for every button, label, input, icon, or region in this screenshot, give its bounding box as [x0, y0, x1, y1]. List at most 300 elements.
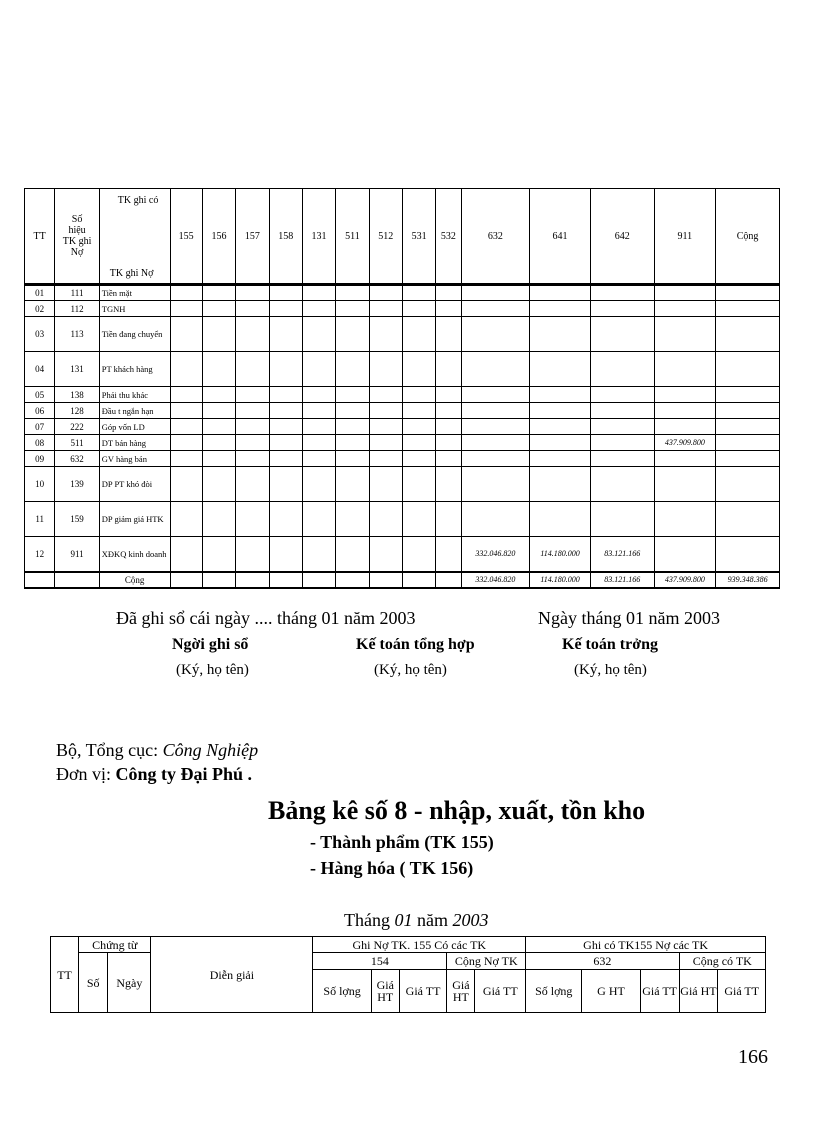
row-tt: 11 — [25, 502, 55, 537]
header-account-no-label: Số hiệu TK ghi Nợ — [62, 214, 92, 258]
recorded-note: Đã ghi sổ cái ngày .... tháng 01 năm 2003 — [116, 608, 416, 628]
row-name: XĐKQ kinh doanh — [99, 537, 170, 572]
row-911 — [654, 451, 716, 467]
row-total — [716, 451, 780, 467]
header-col: 532 — [436, 189, 461, 285]
header-col: 531 — [402, 189, 435, 285]
inv-header-description: Diễn giải — [151, 937, 313, 1013]
row-911 — [654, 502, 716, 537]
inv-header-tt: TT — [51, 937, 79, 1013]
row-cell — [236, 403, 269, 419]
row-cell — [170, 451, 202, 467]
month-year: 2003 — [452, 910, 489, 930]
row-cell — [402, 467, 435, 502]
header-col: 155 — [170, 189, 202, 285]
row-cell — [269, 387, 302, 403]
header-col: 911 — [654, 189, 716, 285]
row-total — [716, 285, 780, 301]
row-cell — [336, 419, 369, 435]
row-642 — [590, 285, 654, 301]
ledger-row — [25, 352, 780, 387]
row-cell — [170, 419, 202, 435]
inv-header-date: Ngày — [108, 953, 151, 1013]
row-cell — [402, 502, 435, 537]
row-tt: 01 — [25, 285, 55, 301]
row-cell — [236, 435, 269, 451]
total-642: 83.121.166 — [590, 572, 654, 588]
row-cell — [170, 317, 202, 352]
signer-chief-accountant: Kế toán trởng — [562, 636, 658, 653]
row-cell — [170, 435, 202, 451]
ledger-row — [25, 387, 780, 403]
row-cell — [336, 435, 369, 451]
total-cell — [369, 572, 402, 588]
inv-header-debit: Ghi Nợ TK. 155 Có các TK — [313, 937, 526, 953]
row-total — [716, 467, 780, 502]
total-cell — [202, 572, 235, 588]
row-911 — [654, 285, 716, 301]
row-cell — [402, 301, 435, 317]
row-632 — [461, 467, 530, 502]
row-total — [716, 537, 780, 572]
row-cell — [302, 285, 335, 301]
row-cell — [202, 352, 235, 387]
row-cell — [236, 301, 269, 317]
ledger-row — [25, 419, 780, 435]
total-cell — [25, 572, 55, 588]
ledger-row — [25, 301, 780, 317]
row-cell — [402, 435, 435, 451]
report-title: Bảng kê số 8 - nhập, xuất, tồn kho — [268, 796, 646, 825]
row-cell — [202, 301, 235, 317]
row-cell — [269, 285, 302, 301]
row-cell — [170, 403, 202, 419]
ledger-row — [25, 451, 780, 467]
row-cell — [436, 419, 461, 435]
row-name: Tiền đang chuyển — [99, 317, 170, 352]
row-cell — [369, 301, 402, 317]
row-total — [716, 419, 780, 435]
inv-header-tt-price: Giá TT — [718, 970, 766, 1013]
inv-header-voucher: Chứng từ — [79, 937, 151, 953]
row-account: 128 — [55, 403, 99, 419]
row-tt: 12 — [25, 537, 55, 572]
row-642 — [590, 352, 654, 387]
row-account: 511 — [55, 435, 99, 451]
row-641 — [530, 502, 591, 537]
row-account: 222 — [55, 419, 99, 435]
inv-header-tt-price: Giá TT — [475, 970, 526, 1013]
row-cell — [269, 451, 302, 467]
row-name: DT bán hàng — [99, 435, 170, 451]
row-632 — [461, 317, 530, 352]
ministry-label: Bộ, Tổng cục: — [56, 740, 159, 760]
row-tt: 03 — [25, 317, 55, 352]
row-name: GV hàng bán — [99, 451, 170, 467]
row-tt: 10 — [25, 467, 55, 502]
inventory-table — [50, 936, 766, 1013]
header-col: 641 — [530, 189, 591, 285]
total-911: 437.909.800 — [654, 572, 716, 588]
row-name: Đầu t ngắn hạn — [99, 403, 170, 419]
ledger-row — [25, 317, 780, 352]
row-cell — [202, 435, 235, 451]
row-632 — [461, 301, 530, 317]
sign-note: (Ký, họ tên) — [176, 662, 249, 678]
row-cell — [302, 317, 335, 352]
row-641 — [530, 451, 591, 467]
report-subtitle-156: - Hàng hóa ( TK 156) — [310, 858, 474, 878]
row-total — [716, 435, 780, 451]
row-cell — [336, 301, 369, 317]
row-tt: 07 — [25, 419, 55, 435]
row-cell — [202, 317, 235, 352]
total-cell — [436, 572, 461, 588]
row-642 — [590, 317, 654, 352]
inv-header-ht-price: Giá HT — [371, 970, 399, 1013]
header-col: 632 — [461, 189, 530, 285]
row-cell — [269, 403, 302, 419]
row-cell — [302, 301, 335, 317]
row-tt: 04 — [25, 352, 55, 387]
row-641 — [530, 387, 591, 403]
header-col: 157 — [236, 189, 269, 285]
row-cell — [269, 467, 302, 502]
inv-header-ht-price: Giá HT — [447, 970, 475, 1013]
row-cell — [436, 301, 461, 317]
total-641: 114.180.000 — [530, 572, 591, 588]
row-cell — [369, 403, 402, 419]
row-cell — [202, 502, 235, 537]
month-number: 01 — [394, 910, 413, 930]
row-641: 114.180.000 — [530, 537, 591, 572]
inv-header-tt-price: Giá TT — [640, 970, 679, 1013]
sign-note: (Ký, họ tên) — [374, 662, 447, 678]
row-cell — [170, 537, 202, 572]
row-cell — [369, 435, 402, 451]
row-632 — [461, 403, 530, 419]
row-total — [716, 502, 780, 537]
row-cell — [269, 502, 302, 537]
row-642 — [590, 419, 654, 435]
row-cell — [336, 502, 369, 537]
row-911 — [654, 352, 716, 387]
row-account: 632 — [55, 451, 99, 467]
total-label: Cộng — [99, 572, 170, 588]
row-cell — [269, 419, 302, 435]
row-cell — [369, 502, 402, 537]
row-account: 159 — [55, 502, 99, 537]
report-subtitle-155: - Thành phẩm (TK 155) — [310, 832, 494, 852]
row-cell — [336, 317, 369, 352]
row-account: 131 — [55, 352, 99, 387]
row-cell — [369, 352, 402, 387]
inv-header-tt-price: Giá TT — [399, 970, 447, 1013]
row-cell — [236, 317, 269, 352]
header-diagonal — [99, 189, 170, 285]
row-name: Góp vốn LD — [99, 419, 170, 435]
row-tt: 06 — [25, 403, 55, 419]
row-cell — [369, 419, 402, 435]
row-tt: 05 — [25, 387, 55, 403]
row-642 — [590, 387, 654, 403]
row-name: PT khách hàng — [99, 352, 170, 387]
row-642: 83.121.166 — [590, 537, 654, 572]
row-cell — [436, 467, 461, 502]
row-cell — [336, 285, 369, 301]
row-cell — [302, 403, 335, 419]
row-911 — [654, 301, 716, 317]
row-632 — [461, 387, 530, 403]
row-cell — [436, 317, 461, 352]
row-cell — [336, 352, 369, 387]
signer-general-accountant: Kế toán tổng hợp — [356, 636, 475, 653]
row-641 — [530, 467, 591, 502]
row-cell — [369, 317, 402, 352]
row-cell — [202, 403, 235, 419]
row-641 — [530, 317, 591, 352]
row-cell — [369, 451, 402, 467]
ledger-total-row — [25, 572, 780, 588]
row-911 — [654, 537, 716, 572]
row-641 — [530, 301, 591, 317]
row-642 — [590, 301, 654, 317]
ledger-row — [25, 502, 780, 537]
row-632 — [461, 419, 530, 435]
row-632 — [461, 352, 530, 387]
unit-line — [56, 764, 252, 785]
ledger-row — [25, 537, 780, 572]
row-cell — [436, 403, 461, 419]
row-cell — [269, 317, 302, 352]
row-cell — [336, 403, 369, 419]
row-911 — [654, 403, 716, 419]
row-cell — [269, 301, 302, 317]
row-632 — [461, 435, 530, 451]
signer-recorder: Ngời ghi sổ — [172, 636, 249, 653]
row-name: Tiền mặt — [99, 285, 170, 301]
row-cell — [402, 537, 435, 572]
row-cell — [402, 387, 435, 403]
row-cell — [236, 285, 269, 301]
row-cell — [170, 301, 202, 317]
row-cell — [170, 285, 202, 301]
inv-header-qty: Số lợng — [526, 970, 582, 1013]
row-cell — [369, 387, 402, 403]
row-cell — [369, 537, 402, 572]
row-tt: 09 — [25, 451, 55, 467]
inv-header-632: 632 — [526, 953, 679, 970]
row-cell — [402, 403, 435, 419]
row-cell — [236, 387, 269, 403]
row-cell — [269, 352, 302, 387]
row-cell — [302, 435, 335, 451]
header-credit-label: TK ghi có — [117, 195, 159, 206]
row-cell — [170, 387, 202, 403]
row-total — [716, 317, 780, 352]
inv-header-154: 154 — [313, 953, 447, 970]
row-cell — [436, 387, 461, 403]
ledger-table — [24, 188, 780, 589]
row-total — [716, 403, 780, 419]
row-642 — [590, 403, 654, 419]
row-total — [716, 352, 780, 387]
row-cell — [202, 387, 235, 403]
row-cell — [436, 352, 461, 387]
row-641 — [530, 403, 591, 419]
sign-note: (Ký, họ tên) — [574, 662, 647, 678]
inv-header-total-debit: Cộng Nợ TK — [447, 953, 526, 970]
row-cell — [436, 451, 461, 467]
row-cell — [302, 502, 335, 537]
ledger-row — [25, 285, 780, 301]
inv-header-number: Số — [79, 953, 108, 1013]
row-cell — [302, 467, 335, 502]
row-632 — [461, 502, 530, 537]
row-642 — [590, 502, 654, 537]
row-tt: 08 — [25, 435, 55, 451]
row-account: 111 — [55, 285, 99, 301]
header-tt: TT — [25, 189, 55, 285]
row-account: 911 — [55, 537, 99, 572]
row-cell — [436, 502, 461, 537]
header-col: 512 — [369, 189, 402, 285]
row-account: 112 — [55, 301, 99, 317]
row-641 — [530, 419, 591, 435]
row-cell — [202, 467, 235, 502]
row-cell — [202, 285, 235, 301]
month-prefix: Tháng — [344, 910, 390, 930]
row-cell — [236, 537, 269, 572]
row-cell — [269, 537, 302, 572]
row-cell — [336, 467, 369, 502]
row-account: 113 — [55, 317, 99, 352]
total-632: 332.046.820 — [461, 572, 530, 588]
row-642 — [590, 467, 654, 502]
row-cell — [236, 451, 269, 467]
row-cell — [170, 352, 202, 387]
row-911 — [654, 317, 716, 352]
row-911 — [654, 419, 716, 435]
report-month — [344, 910, 488, 931]
row-cell — [202, 419, 235, 435]
row-cell — [202, 451, 235, 467]
inv-header-credit: Ghi có TK155 Nợ các TK — [526, 937, 766, 953]
row-cell — [236, 419, 269, 435]
row-name: DP giảm giá HTK — [99, 502, 170, 537]
ledger-row — [25, 467, 780, 502]
row-cell — [269, 435, 302, 451]
header-col: 158 — [269, 189, 302, 285]
row-642 — [590, 435, 654, 451]
inv-header-qty: Số lợng — [313, 970, 371, 1013]
row-cell — [402, 419, 435, 435]
row-cell — [302, 387, 335, 403]
row-cell — [402, 285, 435, 301]
row-641 — [530, 285, 591, 301]
header-col: 511 — [336, 189, 369, 285]
row-tt: 02 — [25, 301, 55, 317]
row-cell — [170, 467, 202, 502]
row-cell — [436, 435, 461, 451]
header-col: 156 — [202, 189, 235, 285]
header-col: Cộng — [716, 189, 780, 285]
ledger-header-row — [25, 189, 780, 285]
row-cell — [302, 537, 335, 572]
header-col: 131 — [302, 189, 335, 285]
header-col: 642 — [590, 189, 654, 285]
row-cell — [402, 451, 435, 467]
row-cell — [302, 352, 335, 387]
row-cell — [302, 451, 335, 467]
row-cell — [402, 317, 435, 352]
row-632: 332.046.820 — [461, 537, 530, 572]
row-911 — [654, 467, 716, 502]
month-mid: năm — [416, 910, 448, 930]
ledger-row — [25, 403, 780, 419]
row-911 — [654, 387, 716, 403]
row-cell — [402, 352, 435, 387]
row-cell — [236, 502, 269, 537]
row-cell — [202, 537, 235, 572]
total-cell — [55, 572, 99, 588]
row-632 — [461, 451, 530, 467]
row-cell — [369, 285, 402, 301]
row-cell — [336, 387, 369, 403]
row-cell — [369, 467, 402, 502]
row-cell — [436, 285, 461, 301]
ledger-row — [25, 435, 780, 451]
row-642 — [590, 451, 654, 467]
total-cell — [170, 572, 202, 588]
header-account-no — [55, 189, 99, 285]
row-cell — [436, 537, 461, 572]
row-total — [716, 387, 780, 403]
row-name: Phải thu khác — [99, 387, 170, 403]
row-911: 437.909.800 — [654, 435, 716, 451]
row-total — [716, 301, 780, 317]
row-641 — [530, 435, 591, 451]
total-cell — [402, 572, 435, 588]
row-name: DP PT khó đòi — [99, 467, 170, 502]
row-641 — [530, 352, 591, 387]
page-number: 166 — [738, 1046, 768, 1068]
row-cell — [336, 451, 369, 467]
header-debit-label: TK ghi Nợ — [109, 268, 154, 279]
total-cell — [236, 572, 269, 588]
unit-value: Công ty Đại Phú . — [115, 764, 253, 784]
row-632 — [461, 285, 530, 301]
row-cell — [336, 537, 369, 572]
total-grand: 939.348.386 — [716, 572, 780, 588]
total-cell — [336, 572, 369, 588]
signature-date: Ngày tháng 01 năm 2003 — [538, 608, 720, 628]
total-cell — [302, 572, 335, 588]
inv-header-total-credit: Cộng có TK — [679, 953, 765, 970]
total-cell — [269, 572, 302, 588]
ministry-line — [56, 740, 258, 761]
unit-label: Đơn vị: — [56, 764, 112, 784]
row-cell — [302, 419, 335, 435]
row-account: 139 — [55, 467, 99, 502]
row-account: 138 — [55, 387, 99, 403]
row-cell — [170, 502, 202, 537]
row-cell — [236, 467, 269, 502]
row-cell — [236, 352, 269, 387]
row-name: TGNH — [99, 301, 170, 317]
ministry-value: Công Nghiệp — [162, 740, 259, 760]
inv-header-ht-price: Giá HT — [679, 970, 718, 1013]
